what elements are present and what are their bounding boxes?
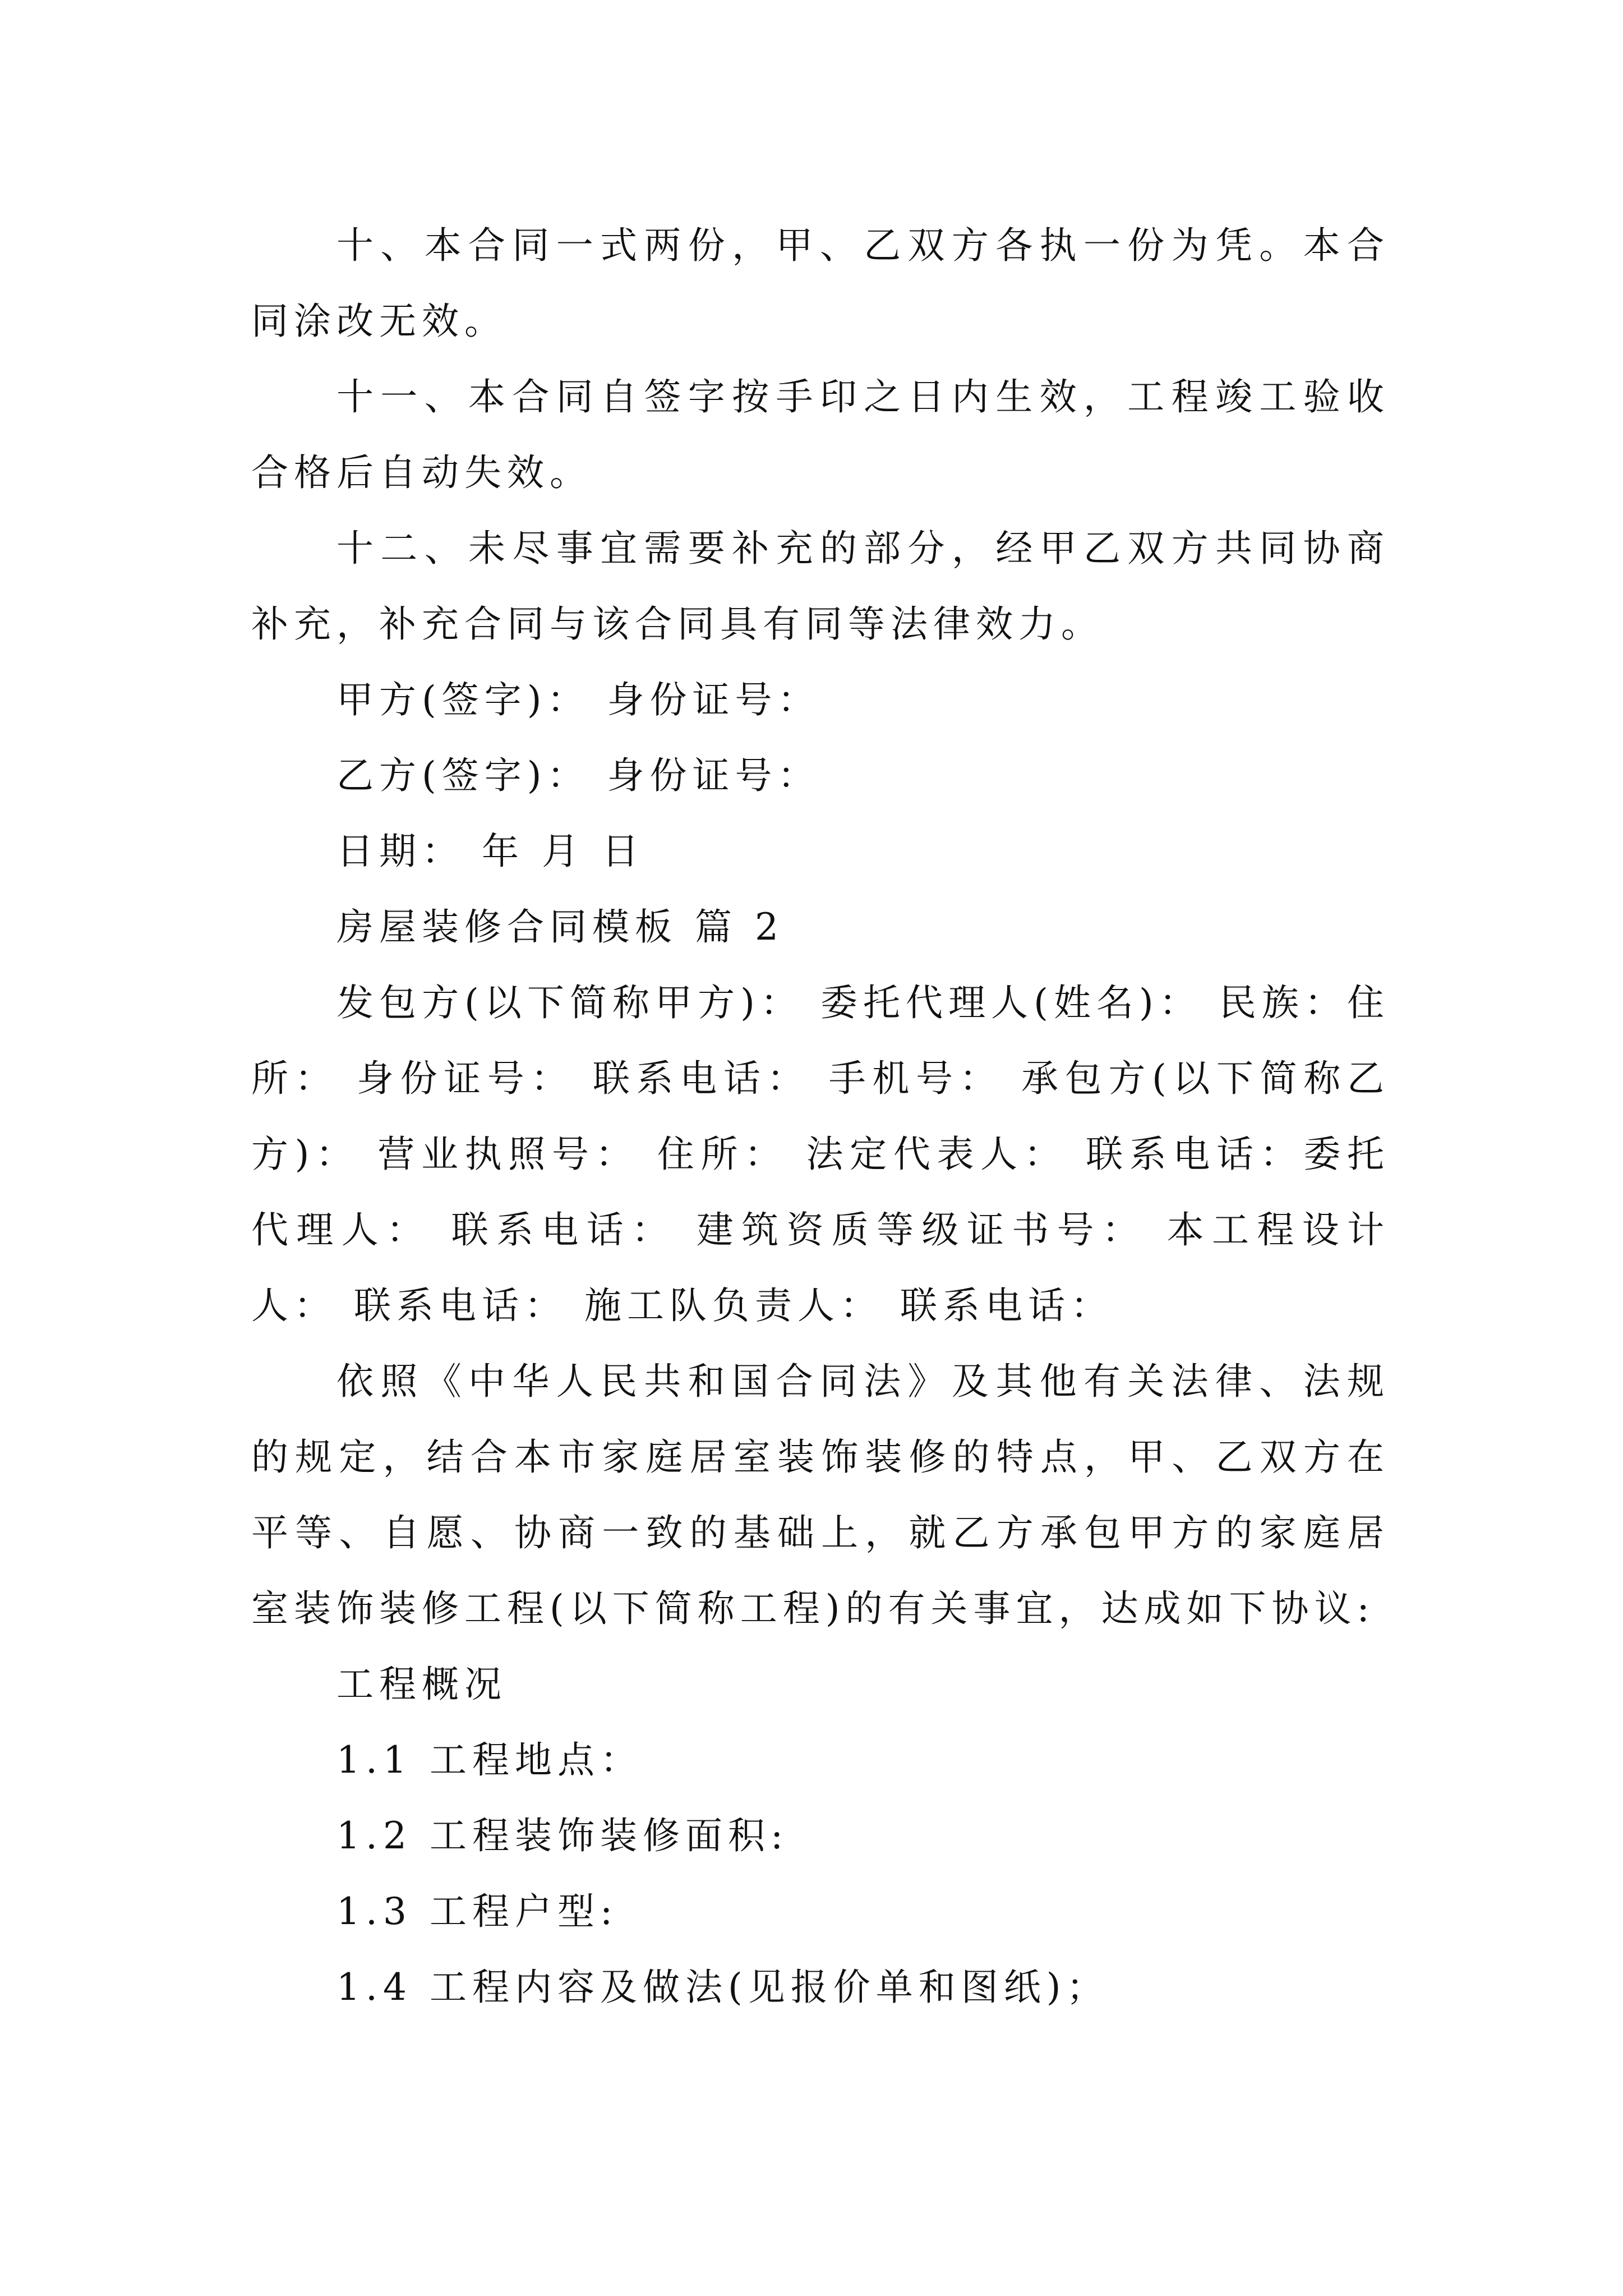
section-title: 房屋装修合同模板 篇 2 bbox=[336, 905, 784, 949]
legal-basis-paragraph: 依照《中华人民共和国合同法》及其他有关法律、法规的规定，结合本市家庭居室装饰装修的特点，甲、乙双方在平等、自愿、协商一致的基础上，就乙方承包甲方的家庭居室装饰装修工程(以下简称工程)的有关事宜，达成如下协议: bbox=[251, 1360, 1390, 1630]
parties-info-paragraph: 发包方(以下简称甲方)： 委托代理人(姓名)： 民族：住所： 身份证号： 联系电话： 手机号： 承包方(以下简称乙方)： 营业执照号： 住所： 法定代表人： 联系电话：委托代理人： 联系电话： 建筑资质等级证书号： 本工程设计人： 联系电话： 施工队负责人： 联系电话： bbox=[251, 981, 1390, 1327]
date-line: 日期： 年 月 日 bbox=[336, 830, 644, 873]
clause-10: 十、本合同一式两份，甲、乙双方各执一份为凭。本合同涂改无效。 bbox=[251, 224, 1390, 343]
project-overview-heading: 工程概况 bbox=[336, 1663, 507, 1706]
party-a-signature-line: 甲方(签字)： 身份证号： bbox=[336, 678, 820, 721]
party-b-signature-line: 乙方(签字)： 身份证号： bbox=[336, 754, 820, 797]
project-layout-item: 1.3 工程户型: bbox=[336, 1890, 619, 1933]
project-location-item: 1.1 工程地点： bbox=[336, 1738, 643, 1782]
project-content-item: 1.4 工程内容及做法(见报价单和图纸)； bbox=[336, 1966, 1109, 2009]
project-area-item: 1.2 工程装饰装修面积: bbox=[336, 1814, 789, 1857]
document-body bbox=[251, 208, 1390, 2025]
clause-12: 十二、未尽事宜需要补充的部分，经甲乙双方共同协商补充，补充合同与该合同具有同等法律效力。 bbox=[251, 527, 1390, 646]
clause-11: 十一、本合同自签字按手印之日内生效，工程竣工验收合格后自动失效。 bbox=[251, 375, 1390, 494]
